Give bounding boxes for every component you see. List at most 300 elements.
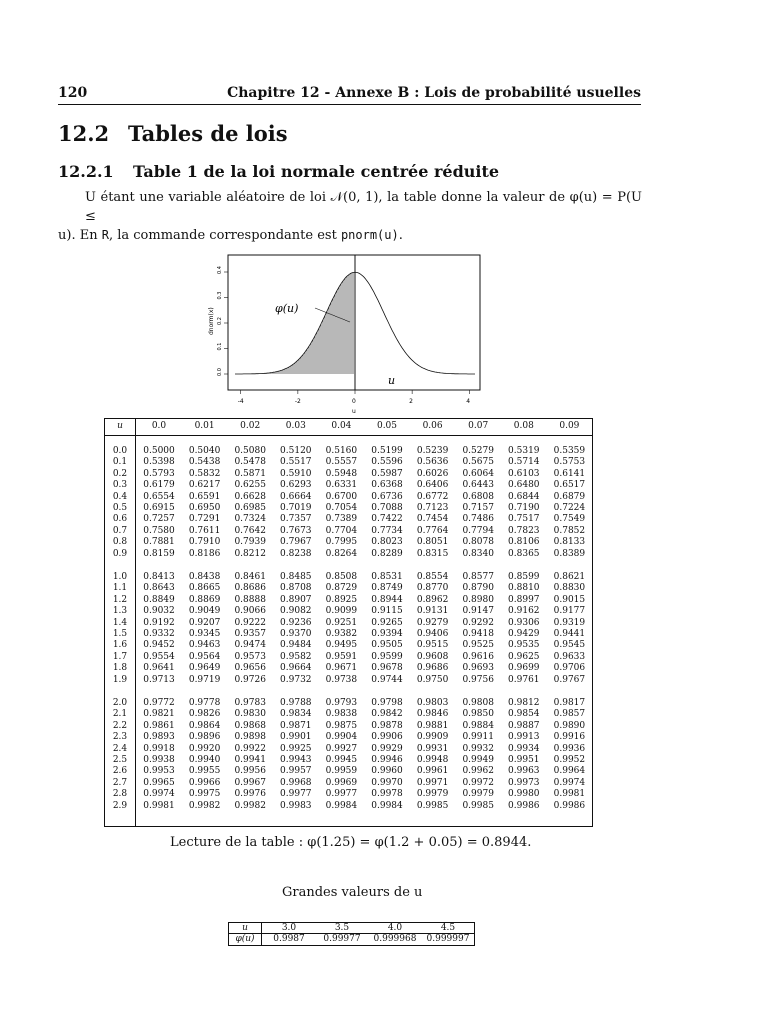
table-cell: 0.9817 — [553, 698, 586, 708]
page-number: 120 — [58, 85, 88, 101]
table-cell: 0.9981 — [143, 800, 175, 811]
table-cell: 0.5793 — [143, 468, 175, 479]
table-cell: 0.9713 — [143, 674, 175, 685]
normal-table — [104, 418, 593, 827]
table-cell: 0.9961 — [416, 766, 449, 777]
intro-text: . — [398, 228, 403, 243]
plot-frame — [228, 255, 480, 390]
table-cell: 0.6331 — [325, 480, 358, 491]
table-cell: 0.5000 — [143, 446, 175, 456]
table-cell: 0.9147 — [462, 606, 494, 617]
running-header: Chapitre 12 - Annexe B : Lois de probabilité usuelles — [227, 85, 641, 101]
table-cell: 0.9357 — [234, 629, 266, 639]
table-cell: 0.8106 — [508, 537, 540, 548]
row-label: 2.2 — [112, 720, 128, 731]
table-cell: 0.7123 — [416, 503, 449, 513]
table-cell: 0.9929 — [371, 743, 403, 754]
table-cell: 0.5478 — [234, 457, 266, 468]
table-cell: 0.9767 — [553, 674, 586, 685]
table-cell: 0.9909 — [416, 732, 449, 743]
table-cell: 0.9952 — [553, 755, 586, 765]
table-cell: 0.5120 — [280, 446, 312, 456]
table-cell: 0.7764 — [416, 525, 449, 536]
table-cell: 0.8340 — [462, 548, 494, 559]
table-cell: 0.9292 — [462, 617, 494, 628]
table-cell: 0.7611 — [188, 525, 221, 536]
table-cell: 0.9525 — [462, 640, 494, 651]
table-cell: 0.9887 — [508, 720, 540, 731]
table-cell: 0.9893 — [143, 732, 175, 743]
table-cell: 0.9699 — [508, 663, 540, 674]
table-cell: 0.9744 — [371, 674, 403, 685]
table-cell: 0.7939 — [234, 537, 266, 548]
table-cell: 0.6141 — [553, 468, 586, 479]
small-table-separator — [261, 923, 262, 945]
table-cell: 0.9968 — [280, 777, 312, 788]
table-cell: 0.9956 — [234, 766, 266, 777]
subsection-number: 12.2.1 — [58, 162, 114, 181]
table-cell: 0.9986 — [508, 800, 540, 811]
table-cell: 0.9484 — [280, 640, 312, 651]
table-cell: 0.8686 — [234, 583, 266, 594]
table-cell: 0.7734 — [371, 525, 403, 536]
table-cell: 0.8413 — [143, 572, 175, 582]
table-cell: 0.9946 — [371, 755, 403, 765]
table-cell: 0.7995 — [325, 537, 358, 548]
column-header: 0.08 — [513, 421, 534, 431]
row-label: 1.5 — [112, 629, 128, 639]
table-cell: 0.9678 — [371, 663, 403, 674]
row-label: 2.1 — [112, 709, 128, 720]
table-cell: 0.9382 — [325, 629, 358, 639]
section-number: 12.2 — [58, 121, 110, 146]
table-cell: 0.6026 — [416, 468, 449, 479]
table-cell: 0.9625 — [508, 651, 540, 662]
table-cell: 0.9941 — [234, 755, 266, 765]
table-cell: 0.9922 — [234, 743, 266, 754]
table-cell: 0.9963 — [508, 766, 540, 777]
table-cell: 0.8485 — [280, 572, 312, 582]
table-cell: 0.6064 — [462, 468, 494, 479]
table-cell: 0.9977 — [280, 789, 312, 800]
table-cell: 0.9975 — [188, 789, 221, 800]
table-cell: 0.9756 — [462, 674, 494, 685]
table-cell: 0.7190 — [508, 503, 540, 513]
row-label: 0.9 — [112, 548, 128, 559]
table-cell: 0.5199 — [371, 446, 403, 456]
table-cell: 0.5359 — [553, 446, 586, 456]
table-cell: 0.5319 — [508, 446, 540, 456]
table-cell: 0.9955 — [188, 766, 221, 777]
table-cell: 0.8051 — [416, 537, 449, 548]
table-cell: 0.9535 — [508, 640, 540, 651]
table-cell: 0.7357 — [280, 514, 312, 525]
row-label: 2.9 — [112, 800, 128, 811]
table-cell: 0.9505 — [371, 640, 403, 651]
table-cell: 0.9554 — [143, 651, 175, 662]
table-cell: 0.9949 — [462, 755, 494, 765]
row-label: 2.7 — [112, 777, 128, 788]
shaded-area — [235, 272, 355, 374]
table-cell: 0.5753 — [553, 457, 586, 468]
table-cell: 0.9861 — [143, 720, 175, 731]
row-label: 0.8 — [112, 537, 128, 548]
table-cell: 0.5040 — [188, 446, 221, 456]
table-cell: 0.9940 — [188, 755, 221, 765]
table-cell: 0.9913 — [508, 732, 540, 743]
table-cell: 0.6700 — [325, 491, 358, 502]
table-cell: 0.8315 — [416, 548, 449, 559]
table-cell: 0.7257 — [143, 514, 175, 525]
table-cell: 0.9957 — [280, 766, 312, 777]
table-cell: 0.8289 — [371, 548, 403, 559]
table-cell: 0.9463 — [188, 640, 221, 651]
column-header: 0.02 — [240, 421, 261, 431]
table-cell: 0.9778 — [188, 698, 221, 708]
table-cell: 0.6406 — [416, 480, 449, 491]
reading-example: Lecture de la table : φ(1.25) = φ(1.2 + 0.05) = 0.8944. — [170, 835, 532, 850]
table-cell: 0.9515 — [416, 640, 449, 651]
table-cell: 0.5910 — [280, 468, 312, 479]
table-cell: 0.8023 — [371, 537, 403, 548]
table-cell: 0.7823 — [508, 525, 540, 536]
table-cell: 0.9474 — [234, 640, 266, 651]
table-cell: 0.9099 — [325, 606, 358, 617]
table-cell: 0.9982 — [234, 800, 266, 811]
table-cell: 0.8159 — [143, 548, 175, 559]
table-cell: 0.8508 — [325, 572, 358, 582]
table-cell: 0.8729 — [325, 583, 358, 594]
table-cell: 0.7291 — [188, 514, 221, 525]
table-cell: 0.9948 — [416, 755, 449, 765]
y-tick-label: 0.3 — [217, 291, 223, 300]
column-header: 0.06 — [422, 421, 443, 431]
table-cell: 0.5948 — [325, 468, 358, 479]
table-cell: 0.7852 — [553, 525, 586, 536]
row-label: 2.0 — [112, 698, 128, 708]
table-cell: 0.9826 — [188, 709, 221, 720]
column-header: 0.09 — [559, 421, 580, 431]
table-cell: 0.8238 — [280, 548, 312, 559]
table-cell: 0.8869 — [188, 594, 221, 605]
row-label: 0.2 — [112, 468, 128, 479]
table-cell: 0.9812 — [508, 698, 540, 708]
y-tick-label: 0.1 — [217, 342, 223, 351]
y-axis-label: dnorm(x) — [208, 307, 215, 335]
table-cell: 0.6844 — [508, 491, 540, 502]
row-label: 2.4 — [112, 743, 128, 754]
table-cell: 0.9798 — [371, 698, 403, 708]
table-cell: 0.8997 — [508, 594, 540, 605]
table-cell: 0.9943 — [280, 755, 312, 765]
table-cell: 0.6879 — [553, 491, 586, 502]
column-header: 0.04 — [331, 421, 352, 431]
section-title: Tables de lois — [128, 121, 288, 146]
table-cell: 0.9964 — [553, 766, 586, 777]
table-cell: 0.7486 — [462, 514, 494, 525]
phi-label: φ(u) — [275, 302, 299, 315]
table-cell: 0.8849 — [143, 594, 175, 605]
table-cell: 0.9916 — [553, 732, 586, 743]
table-cell: 0.8944 — [371, 594, 403, 605]
table-cell: 0.9394 — [371, 629, 403, 639]
x-tick-label: 2 — [409, 398, 413, 405]
large-values-title: Grandes valeurs de u — [282, 885, 423, 900]
table-cell: 0.9911 — [462, 732, 494, 743]
table-cell: 0.9875 — [325, 720, 358, 731]
table-cell: 0.5239 — [416, 446, 449, 456]
table-cell: 0.8643 — [143, 583, 175, 594]
table-cell: 0.8389 — [553, 548, 586, 559]
table-cell: 0.9406 — [416, 629, 449, 639]
table-cell: 0.6985 — [234, 503, 266, 513]
row-label: 0.4 — [112, 491, 128, 502]
row-label: 1.1 — [112, 583, 128, 594]
table-cell: 0.9573 — [234, 651, 266, 662]
table-cell: 0.7088 — [371, 503, 403, 513]
table-cell: 0.9732 — [280, 674, 312, 685]
table-cell: 0.9980 — [508, 789, 540, 800]
table-cell: 0.6664 — [280, 491, 312, 502]
table-cell: 0.9967 — [234, 777, 266, 788]
table-cell: 0.6293 — [280, 480, 312, 491]
table-cell: 0.9279 — [416, 617, 449, 628]
table-cell: 0.9049 — [188, 606, 221, 617]
table-cell: 0.9857 — [553, 709, 586, 720]
table-cell: 0.9927 — [325, 743, 358, 754]
large-values-table — [228, 922, 475, 946]
x-tick-label: 0 — [352, 398, 356, 405]
table-cell: 0.6517 — [553, 480, 586, 491]
table-cell: 0.9115 — [371, 606, 403, 617]
table-cell: 0.9979 — [462, 789, 494, 800]
table-cell: 0.9162 — [508, 606, 540, 617]
table-cell: 0.7517 — [508, 514, 540, 525]
table-cell: 0.7794 — [462, 525, 494, 536]
table-cell: 0.9633 — [553, 651, 586, 662]
row-label: 1.8 — [112, 663, 128, 674]
table-cell: 0.7054 — [325, 503, 358, 513]
table-cell: 0.8980 — [462, 594, 494, 605]
table-cell: 0.9207 — [188, 617, 221, 628]
small-table-phi-label: φ(u) — [235, 934, 255, 944]
y-tick-label: 0.0 — [217, 368, 223, 376]
table-cell: 0.8212 — [234, 548, 266, 559]
table-cell: 0.9418 — [462, 629, 494, 639]
table-cell: 0.6772 — [416, 491, 449, 502]
table-cell: 0.5517 — [280, 457, 312, 468]
table-cell: 0.5080 — [234, 446, 266, 456]
table-cell: 0.9981 — [553, 789, 586, 800]
table-cell: 0.9761 — [508, 674, 540, 685]
table-cell: 0.9973 — [508, 777, 540, 788]
table-cell: 0.5557 — [325, 457, 358, 468]
table-cell: 0.5714 — [508, 457, 540, 468]
table-cell: 0.8665 — [188, 583, 221, 594]
table-cell: 0.7324 — [234, 514, 266, 525]
table-cell: 0.6443 — [462, 480, 494, 491]
row-label: 2.5 — [112, 755, 128, 765]
table-cell: 0.9971 — [416, 777, 449, 788]
table-cell: 0.9898 — [234, 732, 266, 743]
row-label: 1.7 — [112, 651, 128, 662]
table-cell: 0.7704 — [325, 525, 358, 536]
table-cell: 0.9251 — [325, 617, 358, 628]
x-axis-label: u — [352, 408, 356, 415]
table-cell: 0.9969 — [325, 777, 358, 788]
table-cell: 0.9222 — [234, 617, 266, 628]
table-cell: 0.6217 — [188, 480, 221, 491]
table-cell: 0.8962 — [416, 594, 449, 605]
table-cell: 0.9953 — [143, 766, 175, 777]
table-cell: 0.9977 — [325, 789, 358, 800]
small-table-u-label: u — [242, 923, 248, 933]
column-header: 0.01 — [194, 421, 215, 431]
y-tick-label: 0.4 — [217, 266, 223, 274]
subsection-title: Table 1 de la loi normale centrée réduite — [133, 162, 500, 181]
table-cell: 0.9319 — [553, 617, 586, 628]
table-cell: 0.6591 — [188, 491, 221, 502]
table-cell: 0.7881 — [143, 537, 175, 548]
table-cell: 0.9985 — [462, 800, 494, 811]
table-cell: 0.9983 — [280, 800, 312, 811]
table-cell: 0.9986 — [553, 800, 586, 811]
table-cell: 0.7389 — [325, 514, 358, 525]
table-cell: 0.9719 — [188, 674, 221, 685]
table-cell: 0.9370 — [280, 629, 312, 639]
table-cell: 0.9131 — [416, 606, 449, 617]
large-u-value: 4.5 — [440, 923, 456, 933]
axes — [217, 266, 470, 405]
large-u-value: 3.0 — [281, 923, 297, 933]
table-cell: 0.9985 — [416, 800, 449, 811]
table-cell: 0.8577 — [462, 572, 494, 582]
table-cell: 0.9901 — [280, 732, 312, 743]
table-cell: 0.9793 — [325, 698, 358, 708]
table-cell: 0.8621 — [553, 572, 586, 582]
table-cell: 0.9671 — [325, 663, 358, 674]
table-cell: 0.9842 — [371, 709, 403, 720]
table-cell: 0.8365 — [508, 548, 540, 559]
table-cell: 0.7454 — [416, 514, 449, 525]
subsection-heading — [58, 162, 499, 181]
table-corner-label: u — [117, 421, 123, 431]
column-header: 0.07 — [468, 421, 489, 431]
table-cell: 0.9974 — [553, 777, 586, 788]
row-label: 0.0 — [112, 446, 128, 456]
table-cell: 0.9834 — [280, 709, 312, 720]
table-cell: 0.9608 — [416, 651, 449, 662]
normal-density-figure — [195, 250, 495, 420]
table-cell: 0.9850 — [462, 709, 494, 720]
table-cell: 0.7642 — [234, 525, 266, 536]
table-cell: 0.9962 — [462, 766, 494, 777]
row-label: 1.4 — [112, 617, 128, 628]
table-cell: 0.9976 — [234, 789, 266, 800]
table-cell: 0.8907 — [280, 594, 312, 605]
row-label: 2.8 — [112, 789, 128, 800]
table-cell: 0.9599 — [371, 651, 403, 662]
large-phi-value: 0.9987 — [273, 934, 305, 944]
table-cell: 0.9890 — [553, 720, 586, 731]
intro-text: , la commande correspondante est — [108, 228, 341, 243]
row-label: 0.3 — [112, 480, 128, 491]
table-cell: 0.9808 — [462, 698, 494, 708]
table-cell: 0.9726 — [234, 674, 266, 685]
table-cell: 0.8554 — [416, 572, 449, 582]
table-cell: 0.5398 — [143, 457, 175, 468]
table-cell: 0.9564 — [188, 651, 221, 662]
table-cell: 0.5160 — [325, 446, 358, 456]
u-label: u — [388, 374, 396, 387]
large-phi-value: 0.999997 — [426, 934, 470, 944]
row-label: 1.3 — [112, 606, 128, 617]
table-cell: 0.6736 — [371, 491, 403, 502]
table-cell: 0.9936 — [553, 743, 586, 754]
table-cell: 0.9982 — [188, 800, 221, 811]
table-cell: 0.9932 — [462, 743, 494, 754]
table-cell: 0.9738 — [325, 674, 358, 685]
x-tick-label: -2 — [294, 398, 301, 405]
table-cell: 0.9265 — [371, 617, 403, 628]
table-cell: 0.9960 — [371, 766, 403, 777]
table-cell: 0.9884 — [462, 720, 494, 731]
table-cell: 0.9978 — [371, 789, 403, 800]
column-header: 0.03 — [285, 421, 306, 431]
table-cell: 0.9649 — [188, 663, 221, 674]
table-cell: 0.9452 — [143, 640, 175, 651]
section-heading — [58, 121, 288, 146]
table-cell: 0.9830 — [234, 709, 266, 720]
table-cell: 0.9951 — [508, 755, 540, 765]
large-phi-value: 0.99977 — [323, 934, 361, 944]
table-cell: 0.9881 — [416, 720, 449, 731]
table-cell: 0.9974 — [143, 789, 175, 800]
table-cell: 0.9429 — [508, 629, 540, 639]
table-cell: 0.9616 — [462, 651, 494, 662]
table-cell: 0.9641 — [143, 663, 175, 674]
x-tick-label: 4 — [466, 398, 471, 405]
y-tick-label: 0.2 — [217, 317, 223, 325]
table-cell: 0.7422 — [371, 514, 403, 525]
row-label: 0.1 — [112, 457, 128, 468]
table-cell: 0.8531 — [371, 572, 403, 582]
table-cell: 0.9920 — [188, 743, 221, 754]
table-cell: 0.9656 — [234, 663, 266, 674]
row-label: 0.6 — [112, 514, 128, 525]
table-header-row — [105, 419, 592, 436]
row-label: 0.7 — [112, 525, 128, 536]
table-cell: 0.9904 — [325, 732, 358, 743]
table-cell: 0.9582 — [280, 651, 312, 662]
table-cell: 0.8264 — [325, 548, 358, 559]
r-command: pnorm(u) — [340, 228, 399, 242]
table-cell: 0.8708 — [280, 583, 312, 594]
table-cell: 0.6950 — [188, 503, 221, 513]
table-cell: 0.8078 — [462, 537, 494, 548]
table-cell: 0.9959 — [325, 766, 358, 777]
intro-paragraph — [58, 188, 642, 245]
table-cell: 0.9177 — [553, 606, 586, 617]
table-cell: 0.7910 — [188, 537, 221, 548]
table-cell: 0.9750 — [416, 674, 449, 685]
table-cell: 0.6368 — [371, 480, 403, 491]
table-cell: 0.9686 — [416, 663, 449, 674]
table-cell: 0.9896 — [188, 732, 221, 743]
intro-text: u). En — [58, 228, 102, 243]
table-cell: 0.7673 — [280, 525, 312, 536]
table-cell: 0.9015 — [553, 594, 586, 605]
